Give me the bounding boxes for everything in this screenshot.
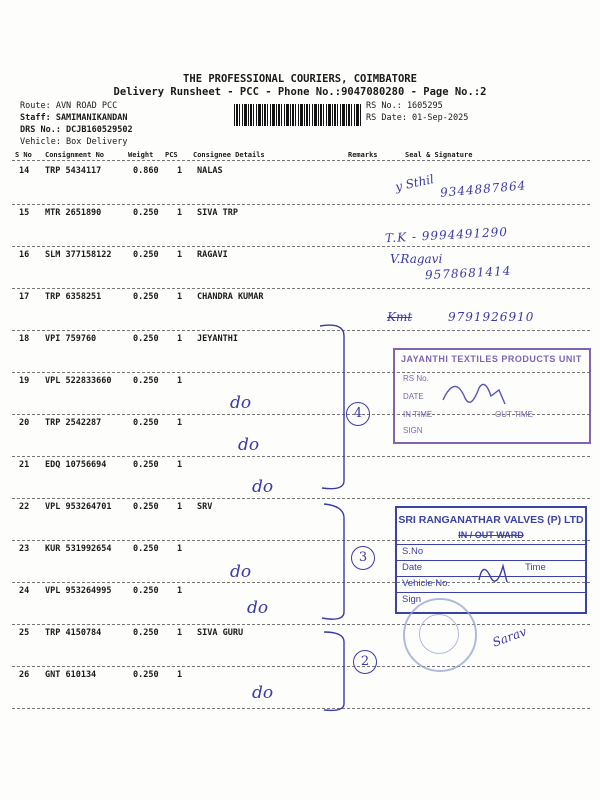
col-consignee: Consignee Details — [193, 151, 265, 159]
row-weight: 0.250 — [133, 670, 159, 680]
row-consignment: TRP 2542287 — [45, 418, 102, 428]
row-sno: 21 — [19, 460, 30, 470]
row-consignment: VPL 953264701 — [45, 502, 112, 512]
signature-chandra-kumar: Kmt — [387, 310, 413, 324]
staff-label: Staff: SAMIMANIKANDAN — [20, 113, 128, 123]
circled-count-2: 2 — [353, 650, 377, 674]
rs-number: RS No.: 1605295 — [366, 101, 443, 111]
ditto-row-21: do — [252, 477, 274, 497]
row-pcs: 1 — [177, 670, 183, 680]
row-consignee: CHANDRA KUMAR — [197, 292, 264, 302]
row-consignee: SRV — [197, 502, 213, 512]
row-divider — [12, 666, 590, 667]
row-consignment: KUR 531992654 — [45, 544, 112, 554]
col-remarks: Remarks — [348, 151, 378, 159]
row-divider — [12, 624, 590, 625]
col-seal: Seal & Signature — [405, 151, 473, 159]
row-sno: 19 — [19, 376, 30, 386]
col-sno: S No — [15, 151, 32, 159]
row-weight: 0.250 — [133, 208, 159, 218]
row-weight: 0.250 — [133, 376, 159, 386]
phone-chandra-kumar: 9791926910 — [448, 310, 535, 324]
bracket-group-2 — [318, 500, 358, 630]
row-weight: 0.250 — [133, 418, 159, 428]
row-weight: 0.250 — [133, 292, 159, 302]
row-consignment: VPI 759760 — [45, 334, 97, 344]
col-consignment: Consignment No — [45, 151, 105, 159]
stamp-sri-ranganathar: SRI RANGANATHAR VALVES (P) LTD IN / OUT WARD S.No Date Time Vehicle No. Sign — [395, 506, 587, 614]
row-weight: 0.250 — [133, 628, 159, 638]
row-consignee: RAGAVI — [197, 250, 228, 260]
row-consignment: TRP 4150784 — [45, 628, 102, 638]
row-consignment: SLM 377158122 — [45, 250, 112, 260]
row-pcs: 1 — [177, 292, 183, 302]
row-divider — [12, 708, 590, 709]
row-sno: 25 — [19, 628, 30, 638]
phone-nalas: 9344887864 — [439, 178, 527, 200]
row-consignment: VPL 953264995 — [45, 586, 112, 596]
row-divider — [12, 498, 590, 499]
row-divider — [12, 246, 590, 247]
signature-ragavi: V.Ragavi — [390, 252, 443, 266]
row-divider — [12, 456, 590, 457]
ditto-row-20: do — [238, 435, 260, 455]
row-pcs: 1 — [177, 376, 183, 386]
signature-jeyanthi — [435, 370, 515, 420]
vehicle-label: Vehicle: Box Delivery — [20, 137, 128, 147]
ditto-row-24: do — [247, 598, 269, 618]
row-weight: 0.860 — [133, 166, 159, 176]
bracket-group-3 — [318, 626, 358, 716]
row-pcs: 1 — [177, 628, 183, 638]
row-consignment: TRP 5434117 — [45, 166, 102, 176]
row-pcs: 1 — [177, 586, 183, 596]
row-sno: 15 — [19, 208, 30, 218]
route-label: Route: AVN ROAD PCC — [20, 101, 118, 111]
row-sno: 23 — [19, 544, 30, 554]
row-sno: 17 — [19, 292, 30, 302]
row-sno: 20 — [19, 418, 30, 428]
row-consignment: VPL 522833660 — [45, 376, 112, 386]
row-divider — [12, 330, 590, 331]
row-weight: 0.250 — [133, 250, 159, 260]
row-sno: 26 — [19, 670, 30, 680]
row-consignment: TRP 6358251 — [45, 292, 102, 302]
circled-count-4: 4 — [346, 402, 370, 426]
row-consignee: NALAS — [197, 166, 223, 176]
row-pcs: 1 — [177, 544, 183, 554]
stamp-jayanthi-textiles: JAYANTHI TEXTILES PRODUCTS UNIT RS No. DATE IN TIME OUT TIME SIGN — [393, 348, 591, 444]
row-consignee: SIVA TRP — [197, 208, 238, 218]
row-divider — [12, 204, 590, 205]
row-pcs: 1 — [177, 418, 183, 428]
runsheet-subtitle: Delivery Runsheet - PCC - Phone No.:9047080280 - Page No.:2 — [113, 86, 487, 98]
row-sno: 16 — [19, 250, 30, 260]
signature-nalas: y Sthil — [393, 172, 436, 194]
row-consignment: EDQ 10756694 — [45, 460, 107, 470]
row-weight: 0.250 — [133, 334, 159, 344]
row-weight: 0.250 — [133, 460, 159, 470]
row-sno: 14 — [19, 166, 30, 176]
row-pcs: 1 — [177, 166, 183, 176]
row-pcs: 1 — [177, 208, 183, 218]
row-sno: 22 — [19, 502, 30, 512]
circled-count-3: 3 — [351, 546, 375, 570]
ditto-row-23: do — [230, 562, 252, 582]
company-title: THE PROFESSIONAL COURIERS, COIMBATORE — [183, 73, 417, 85]
row-consignment: MTR 2651890 — [45, 208, 102, 218]
row-sno: 24 — [19, 586, 30, 596]
barcode — [234, 104, 362, 126]
col-pcs: PCS — [165, 151, 178, 159]
row-consignment: GNT 610134 — [45, 670, 97, 680]
row-consignee: SIVA GURU — [197, 628, 244, 638]
col-weight: Weight — [128, 151, 154, 159]
signature-srv — [473, 558, 513, 588]
row-pcs: 1 — [177, 502, 183, 512]
row-consignee: JEYANTHI — [197, 334, 238, 344]
drs-label: DRS No.: DCJB160529502 — [20, 125, 133, 135]
row-weight: 0.250 — [133, 502, 159, 512]
row-pcs: 1 — [177, 250, 183, 260]
phone-ragavi: 9578681414 — [424, 263, 512, 283]
row-pcs: 1 — [177, 334, 183, 344]
header-divider — [12, 160, 590, 161]
ditto-row-19: do — [230, 393, 252, 413]
phone-siva-trp: T.K - 9994491290 — [384, 224, 509, 246]
row-weight: 0.250 — [133, 544, 159, 554]
row-divider — [12, 288, 590, 289]
ditto-row-26: do — [252, 683, 274, 703]
signature-siva-guru: Sarav — [490, 624, 529, 650]
rs-date: RS Date: 01-Sep-2025 — [366, 113, 469, 123]
row-weight: 0.250 — [133, 586, 159, 596]
round-seal — [403, 598, 477, 672]
row-pcs: 1 — [177, 460, 183, 470]
row-sno: 18 — [19, 334, 30, 344]
